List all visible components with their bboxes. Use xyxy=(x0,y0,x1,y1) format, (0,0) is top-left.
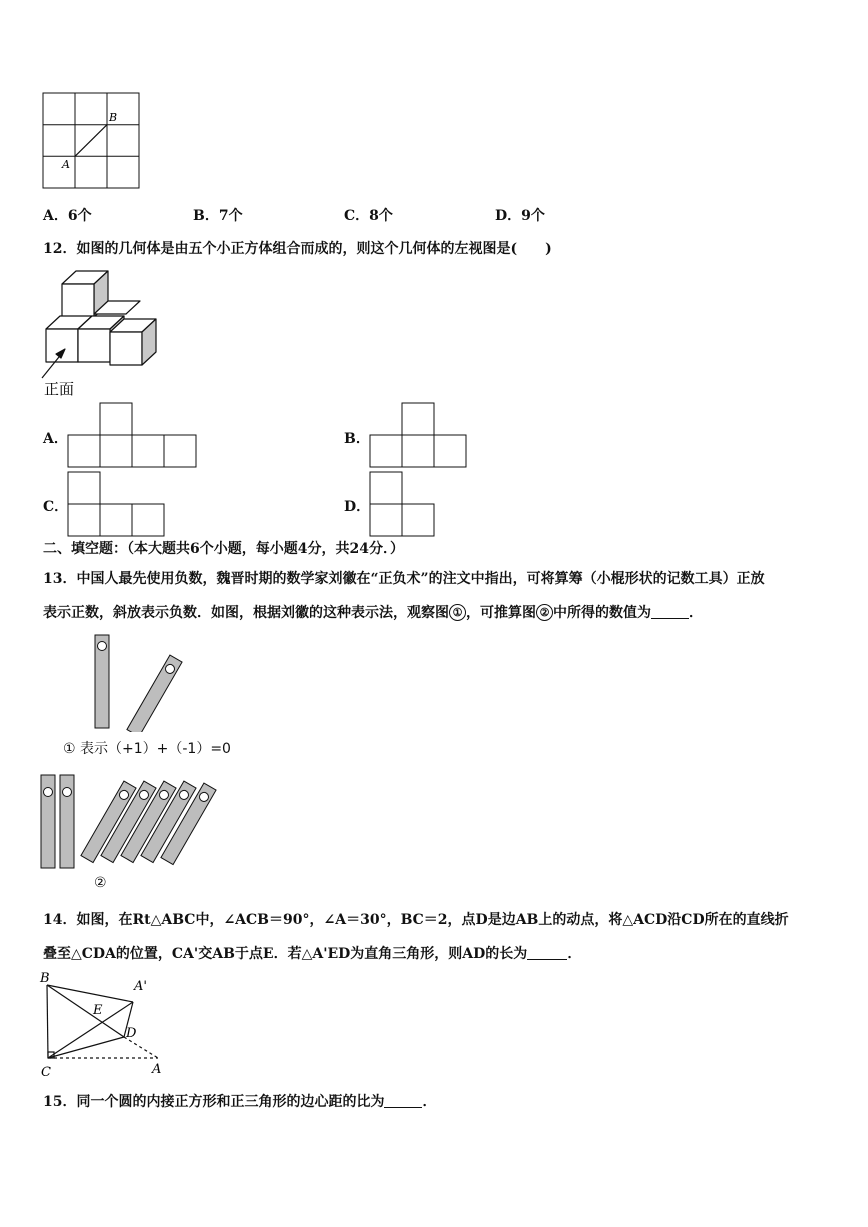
q14-line-2-end: ． xyxy=(567,946,582,962)
q15-answer-blank[interactable] xyxy=(384,1093,422,1108)
q13-answer-blank[interactable] xyxy=(651,604,689,619)
grid-label-a: A xyxy=(62,158,70,171)
q13-figure-1-caption: ① 表示（+1）+（-1）=0 xyxy=(63,741,231,757)
front-label: 正面 xyxy=(44,380,75,398)
q13-line-2-end: ． xyxy=(689,605,703,621)
q13-figure-2-rods xyxy=(36,772,222,872)
q14-line-2 xyxy=(43,944,581,964)
label-a-prime: A' xyxy=(134,979,147,994)
label-e: E xyxy=(93,1003,103,1018)
q13-figure-1-rods xyxy=(90,632,190,732)
label-d: D xyxy=(126,1026,137,1041)
q12-option-c-view[interactable] xyxy=(66,470,166,538)
q12-option-d-view[interactable] xyxy=(368,470,436,538)
q13-circle-1: ① xyxy=(449,604,466,621)
q13-line-2-part-c: 中所得的数值为 xyxy=(553,605,651,621)
section-2-heading: 二、填空题：（本大题共6个小题，每小题4分，共24分．） xyxy=(43,541,404,557)
q13-line-2-part-a: 表示正数，斜放表示负数．如图，根据刘徽的这种表示法，观察图 xyxy=(43,605,449,621)
label-a: A xyxy=(152,1062,162,1077)
q14-line-2-part-a: 叠至△CDA的位置，CA'交AB于点E．若△A'ED为直角三角形，则AD的长为 xyxy=(43,946,528,962)
q11-option-c[interactable]: C．8个 xyxy=(344,208,393,224)
q11-option-b[interactable]: B．7个 xyxy=(193,208,243,224)
q11-option-a[interactable]: A．6个 xyxy=(43,208,92,224)
q12-option-b-view[interactable] xyxy=(368,401,468,469)
q11-option-d[interactable]: D．9个 xyxy=(495,208,545,224)
q14-answer-blank[interactable] xyxy=(527,945,567,960)
q13-line-1: 13．中国人最先使用负数，魏晋时期的数学家刘徽在“正负术”的注文中指出，可将算筹（小棍形状的记数工具）正放 xyxy=(43,571,765,587)
q15-line xyxy=(43,1092,436,1112)
q12-option-d-label[interactable]: D． xyxy=(344,499,371,515)
q12-stem: 12．如图的几何体是由五个小正方体组合而成的，则这个几何体的左视图是( ) xyxy=(43,241,552,257)
q12-option-b-label[interactable]: B． xyxy=(344,431,370,447)
label-c: C xyxy=(41,1065,51,1080)
q14-line-1: 14．如图，在Rt△ABC中，∠ACB＝90°，∠A＝30°，BC＝2，点D是边AB上的动点，将△ACD沿CD所在的直线折 xyxy=(43,912,789,928)
q13-circle-2: ② xyxy=(536,604,553,621)
q12-option-a-label[interactable]: A． xyxy=(43,431,68,447)
q11-grid-figure xyxy=(41,91,143,191)
q13-line-2-part-b: ，可推算图 xyxy=(466,605,536,621)
label-b: B xyxy=(40,971,50,986)
q12-option-c-label[interactable]: C． xyxy=(43,499,69,515)
q15-text: 15．同一个圆的内接正方形和正三角形的边心距的比为 xyxy=(43,1094,385,1110)
q12-option-a-view[interactable] xyxy=(66,401,198,469)
q12-solid-figure xyxy=(38,266,164,400)
q15-line-end: ． xyxy=(422,1094,437,1110)
q13-line-2 xyxy=(43,603,703,623)
q14-triangle-figure xyxy=(38,970,170,1080)
grid-label-b: B xyxy=(109,111,118,124)
q13-figure-2-caption: ② xyxy=(94,875,107,891)
